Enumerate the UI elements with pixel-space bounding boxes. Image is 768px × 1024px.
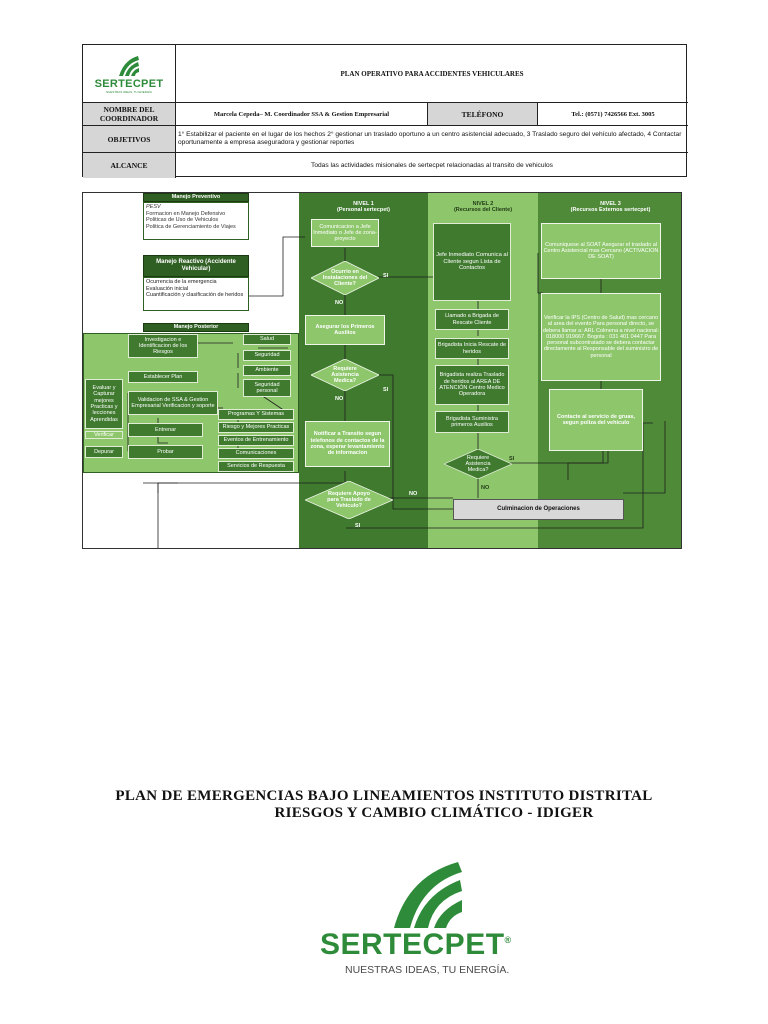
level1-title bbox=[299, 198, 428, 216]
document-title: PLAN OPERATIVO PARA ACCIDENTES VEHICULARES bbox=[176, 45, 688, 103]
level3-title-text: NIVEL 3 bbox=[600, 200, 621, 207]
sertecpet-logo-icon bbox=[116, 54, 142, 78]
level2-subtitle: (Recursos del Cliente) bbox=[453, 207, 513, 213]
level1-title-text: NIVEL 1 bbox=[353, 200, 374, 207]
n2-requiere: Requiere Asistencia Medica? bbox=[465, 454, 491, 474]
reactive-list bbox=[143, 277, 249, 311]
header-company-name: SERTECPET bbox=[94, 77, 164, 90]
posterior-probar: Probar bbox=[128, 445, 203, 459]
n2-llamado: Llamado a Brigada de Rescate Cliente bbox=[435, 309, 509, 330]
footer-title-line2: RIESGOS Y CAMBIO CLIMÁTICO - IDIGER bbox=[274, 805, 594, 821]
preventive-item-2: Formacion en Manejo Defensivo bbox=[146, 210, 226, 217]
n1-requiere-si-label: SI bbox=[383, 387, 389, 393]
objectives-value: 1° Estabilizar el paciente en el lugar de los hechos 2° gestionar un traslado oportuno a un centro asistencial adecuado, 3 Traslado seguro del vehículo afectado, 4 Contactar oportunamente a empresa aseguradora y gestionar reportes bbox=[176, 126, 688, 153]
posterior-ambiente: Ambiente bbox=[243, 365, 291, 376]
footer-logo bbox=[312, 850, 532, 980]
n2-inicia: Brigadista Inicia Rescate de heridos bbox=[435, 338, 509, 359]
level2-title-text: NIVEL 2 bbox=[472, 200, 494, 207]
phone-value: Tel.: (0571) 7426566 Ext. 3005 bbox=[538, 103, 688, 126]
culminacion-box: Culminacion de Operaciones bbox=[453, 499, 624, 520]
n1-apoyo-si-label: SI bbox=[355, 523, 361, 529]
n1-requiere-no-label: NO bbox=[335, 396, 344, 402]
posterior-comunicaciones: Comunicaciones bbox=[218, 448, 294, 459]
posterior-eventos: Eventos de Entrenamiento bbox=[218, 435, 294, 446]
n1-ocurrio-no-label: NO bbox=[335, 300, 344, 306]
posterior-entrenar: Entrenar bbox=[128, 423, 203, 437]
n1-notificar: Notificar a Transito segun telefonos de contactos de la zona, esperar levantamiento de informacion bbox=[305, 421, 390, 467]
posterior-riesgo: Riesgo y Mejores Practicas bbox=[218, 422, 294, 433]
footer-company-name bbox=[320, 928, 530, 962]
n2-jefe: Jefe Inmediato Comunica al Cliente segun Lista de Contactos bbox=[433, 223, 511, 301]
reactive-title: Manejo Reactivo (Accidente Vehicular) bbox=[143, 255, 249, 277]
n3-verificar: Verificar la IPS (Centro de Salud) mas cercano al area del evento Para personal directo, se debera llamar a: ARL Colmena a nivel nacional: 018000 919667. Bogota : 031 401 0447 Para personal subcontratado se debera contactar directamente al Responsable del suministro de personal bbox=[541, 293, 661, 381]
n1-requiere: Requiere Asistencia Medica? bbox=[331, 365, 359, 385]
level2-title bbox=[428, 198, 538, 216]
posterior-title: Manejo Posterior bbox=[143, 323, 249, 332]
posterior-verificar: Verificar bbox=[85, 431, 123, 439]
posterior-validacion: Validacion de SSA & Gestion Empresarial Verificacion y soporte bbox=[128, 391, 218, 415]
reactive-item-3: Cuantificación y clasificación de heridos bbox=[146, 292, 244, 299]
footer-tagline: NUESTRAS IDEAS, TU ENERGÍA. bbox=[345, 964, 510, 976]
scope-label: ALCANCE bbox=[83, 153, 176, 178]
n2-suministra: Brigadista Suministra primeros Auxilios bbox=[435, 411, 509, 433]
scope-value: Todas las actividades misionales de sertecpet relacionadas al transito de vehiculos bbox=[311, 162, 553, 169]
posterior-seguridad: Seguridad bbox=[243, 350, 291, 361]
level3-subtitle: (Recursos Externos sertecpet) bbox=[570, 207, 651, 213]
posterior-establecer: Establecer Plan bbox=[128, 371, 198, 383]
footer-company-text: SERTECPET bbox=[320, 928, 505, 961]
phone-label: TELÉFONO bbox=[428, 103, 538, 126]
preventive-list bbox=[143, 202, 249, 240]
flowchart bbox=[82, 192, 682, 549]
n2-realiza: Brigadista realiza Traslado de heridos al AREA DE ATENCIÓN Centro Medico Operadora bbox=[435, 365, 509, 405]
n1-apoyo-no-label: NO bbox=[409, 491, 418, 497]
preventive-item-4: Politica de Gerenciamiento de Viajes bbox=[146, 223, 236, 230]
objectives-label: OBJETIVOS bbox=[83, 126, 176, 153]
reactive-item-2: Evaluación inicial bbox=[146, 285, 189, 292]
posterior-evaluar: Evaluar y Capturar mejores Practicas y lecciones Aprendidas bbox=[85, 379, 123, 429]
header-logo-cell bbox=[83, 45, 176, 103]
footer-title-line1: PLAN DE EMERGENCIAS BAJO LINEAMIENTOS INSTITUTO DISTRITAL bbox=[115, 788, 653, 804]
header-table bbox=[82, 44, 687, 177]
footer-registered-mark: ® bbox=[504, 935, 512, 945]
header-tagline: NUESTRAS IDEAS, TU ENERGÍA bbox=[105, 89, 153, 94]
level3-title bbox=[538, 198, 682, 216]
n1-comunicacion: Comunicacion a Jefe Inmediato o Jefe de zona-proyecto bbox=[311, 219, 379, 247]
n2-requiere-si-label: SI bbox=[509, 456, 515, 462]
posterior-seguridad-personal: Seguridad personal bbox=[243, 379, 291, 397]
n1-asegurar: Asegurar los Primeros Auxilios bbox=[305, 315, 385, 345]
n3-gruas: Contacte al servicio de gruas, segun poliza del vehiculo bbox=[549, 389, 643, 451]
n2-requiere-no-label: NO bbox=[481, 485, 490, 491]
coordinator-label: NOMBRE DEL COORDINADOR bbox=[83, 103, 176, 126]
level1-subtitle: (Personal sertecpet) bbox=[337, 207, 390, 213]
n1-apoyo: Requiere Apoyo para Traslado de Vehiculo? bbox=[327, 490, 371, 510]
sertecpet-large-logo-icon bbox=[388, 858, 466, 930]
preventive-title: Manejo Preventivo bbox=[143, 193, 249, 202]
posterior-investigacion: Investigacion e Identificacion de los Riesgos bbox=[128, 334, 198, 358]
n3-soat: Comuniquese al SOAT Asegurar el traslado al Centro Asistencial mas Cercano (ACTIVACION DE SOAT) bbox=[541, 223, 661, 279]
coordinator-value: Marcela Cepeda– M. Coordinador SSA & Gestion Empresarial bbox=[176, 103, 428, 126]
n1-ocurrio-si-label: SI bbox=[383, 273, 389, 279]
posterior-depurar: Depurar bbox=[85, 446, 123, 458]
preventive-item-1: PESV bbox=[146, 204, 161, 210]
posterior-salud: Salud bbox=[243, 334, 291, 345]
reactive-item-1: Ocurrencia de la emergencia bbox=[146, 279, 217, 285]
posterior-servicios: Servicios de Respuesta bbox=[218, 461, 294, 472]
preventive-item-3: Politicas de Uso de Vehiculos bbox=[146, 217, 219, 224]
n1-ocurrio: Ocurrio en Instalaciones del Cliente? bbox=[322, 268, 368, 288]
posterior-programas: Programas Y Sistemas bbox=[218, 409, 294, 420]
